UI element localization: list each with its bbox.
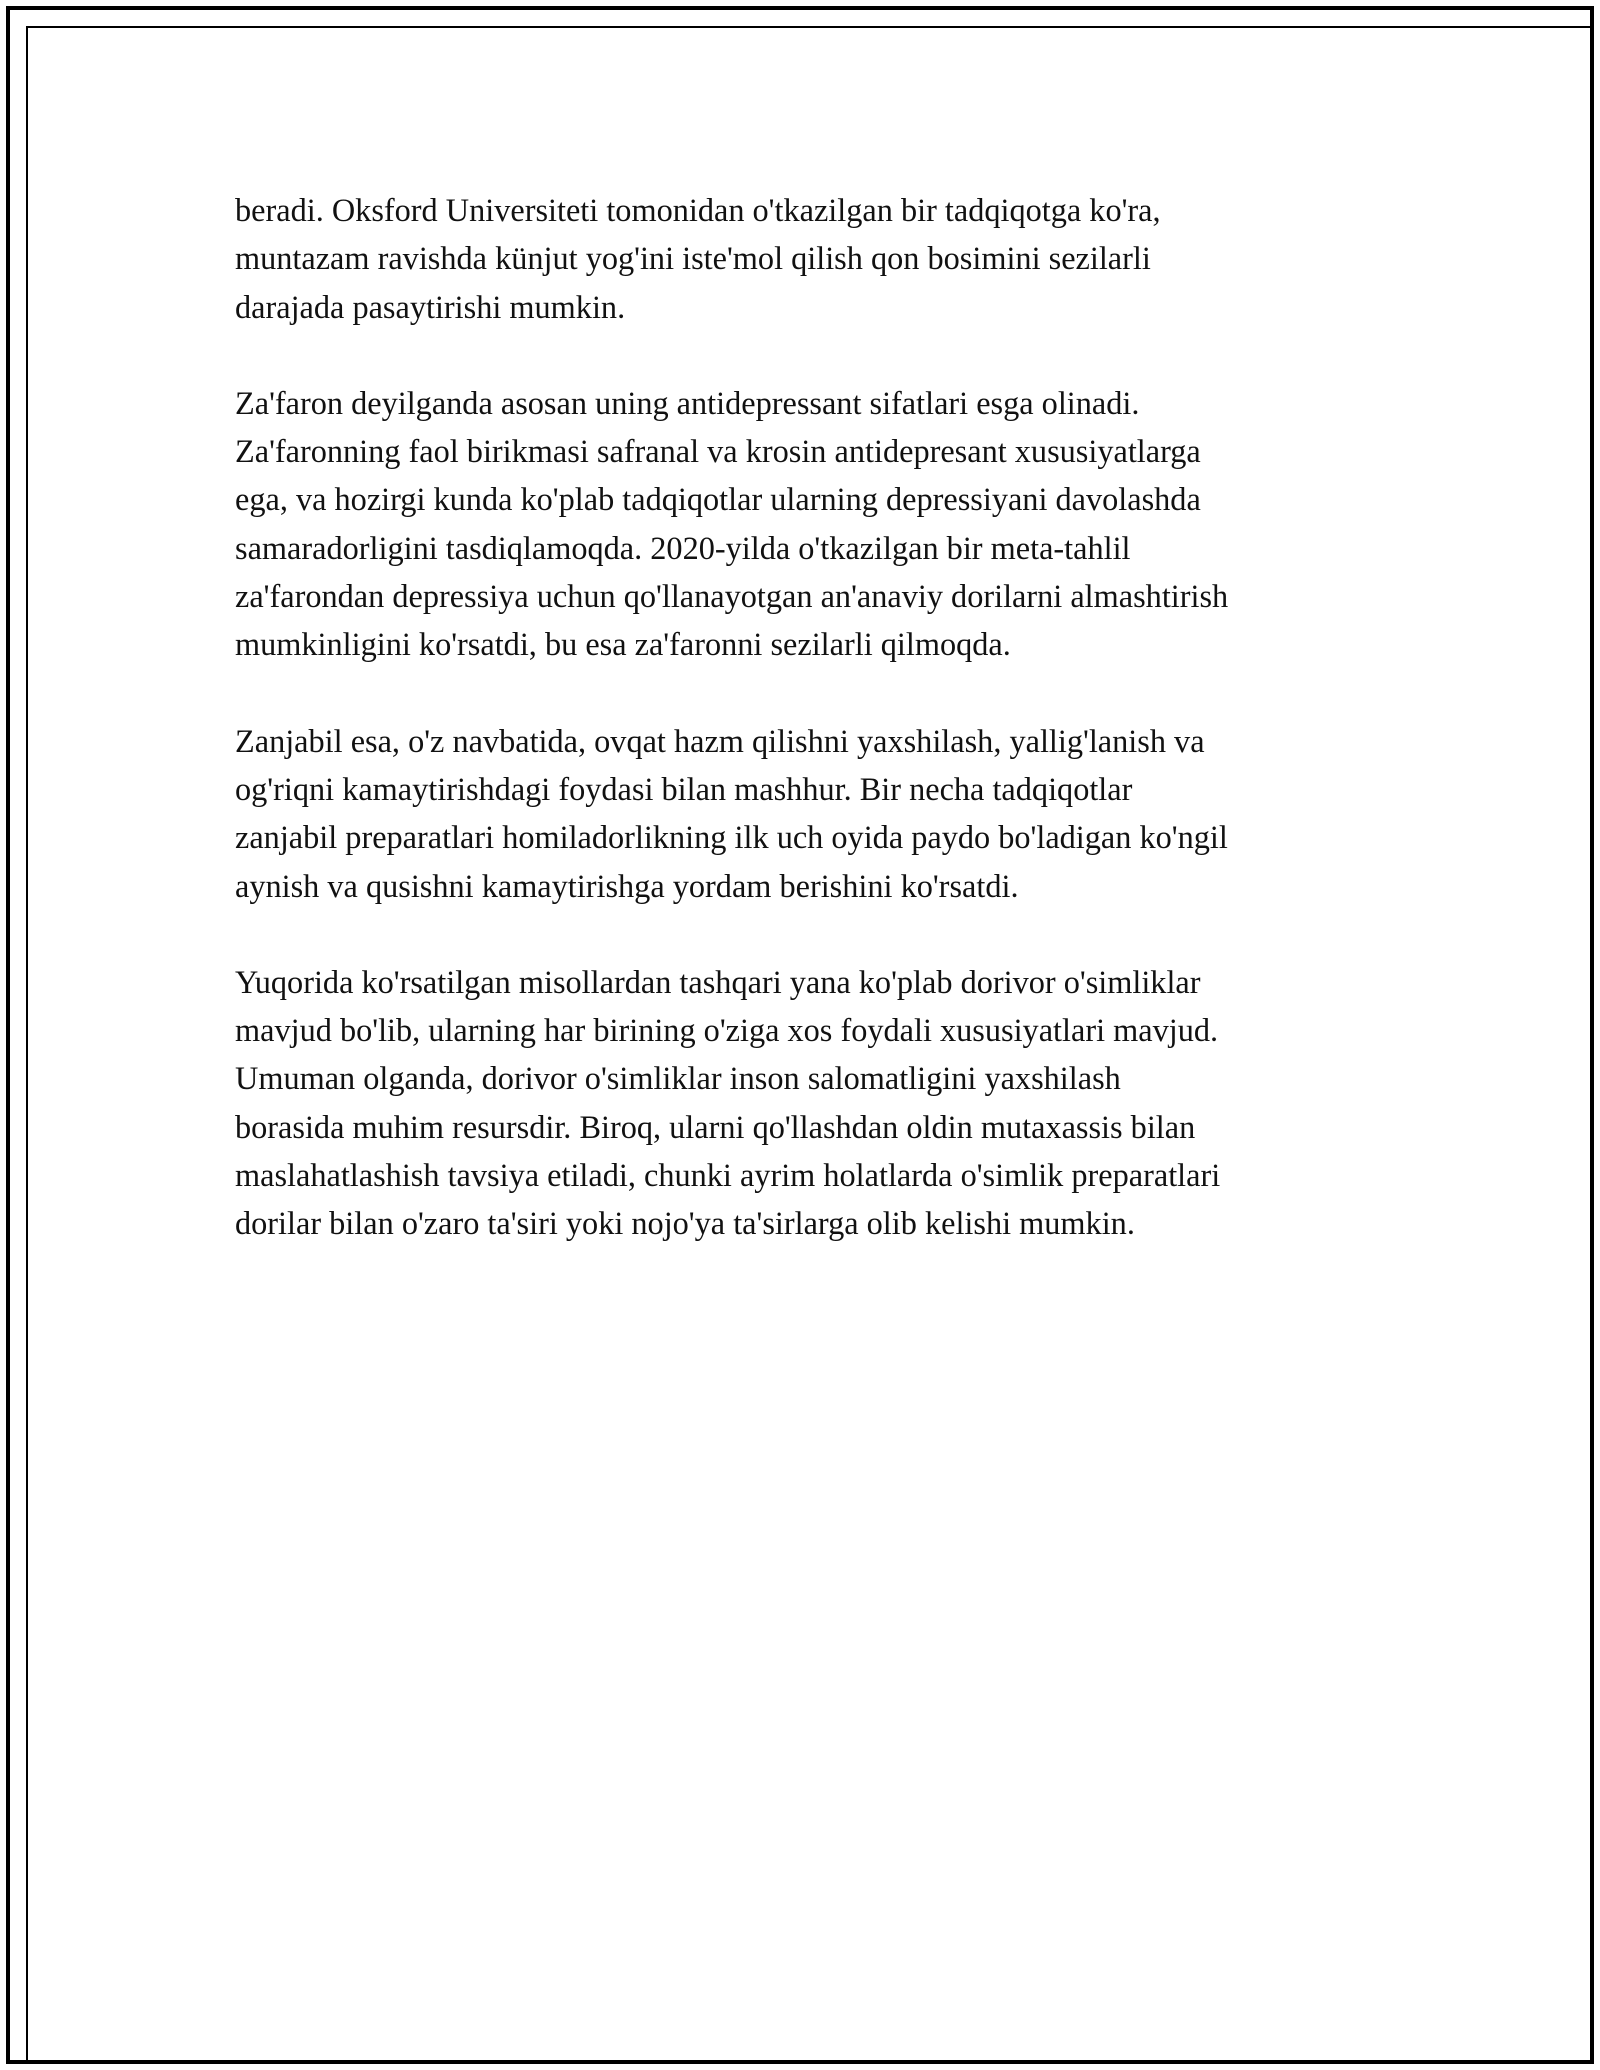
paragraph-saffron: Za'faron deyilganda asosan uning antidepressant sifatlari esga olinadi. Za'faronning faol birikmasi safranal va krosin antidepresant xususiyatlarga ega, va hozirgi kunda ko'plab tadqiqotlar ularning depressiyani davolashda samaradorligini tasdiqlamoqda. 2020-yilda o'tkazilgan bir meta-tahlil za'farondan depressiya uchun qo'llanayotgan an'anaviy dorilarni almashtirish mumkinligini ko'rsatdi, bu esa za'faronni sezilarli qilmoqda. (235, 384, 1229, 663)
paragraph-conclusion: Yuqorida ko'rsatilgan misollardan tashqari yana ko'plab dorivor o'simliklar mavjud bo'lib, ularning har birining o'ziga xos foydali xususiyatlari mavjud. Umuman olganda, dorivor o'simliklar inson salomatligini yaxshilash borasida muhim resursdir. Biroq, ularni qo'llashdan oldin mutaxassis bilan maslahatlashish tavsiya etiladi, chunki ayrim holatlarda o'simlik preparatlari dorilar bilan o'zaro ta'siri yoki nojo'ya ta'sirlarga olib kelishi mumkin. (235, 963, 1221, 1242)
paragraph-ginger: Zanjabil esa, o'z navbatida, ovqat hazm qilishni yaxshilash, yallig'lanish va og'riqni kamaytirishdagi foydasi bilan mashhur. Bir necha tadqiqotlar zanjabil preparatlari homiladorlikning ilk uch oyida paydo bo'ladigan ko'ngil aynish va qusishni kamaytirishga yordam berishini ko'rsatdi. (235, 722, 1228, 904)
document-body (235, 186, 1375, 1296)
paragraph-sesame-oil: beradi. Oksford Universiteti tomonidan o'tkazilgan bir tadqiqotga ko'ra, muntazam ravishda künjut yog'ini iste'mol qilish qon bosimini sezilarli darajada pasaytirishi mumkin. (235, 192, 1161, 325)
